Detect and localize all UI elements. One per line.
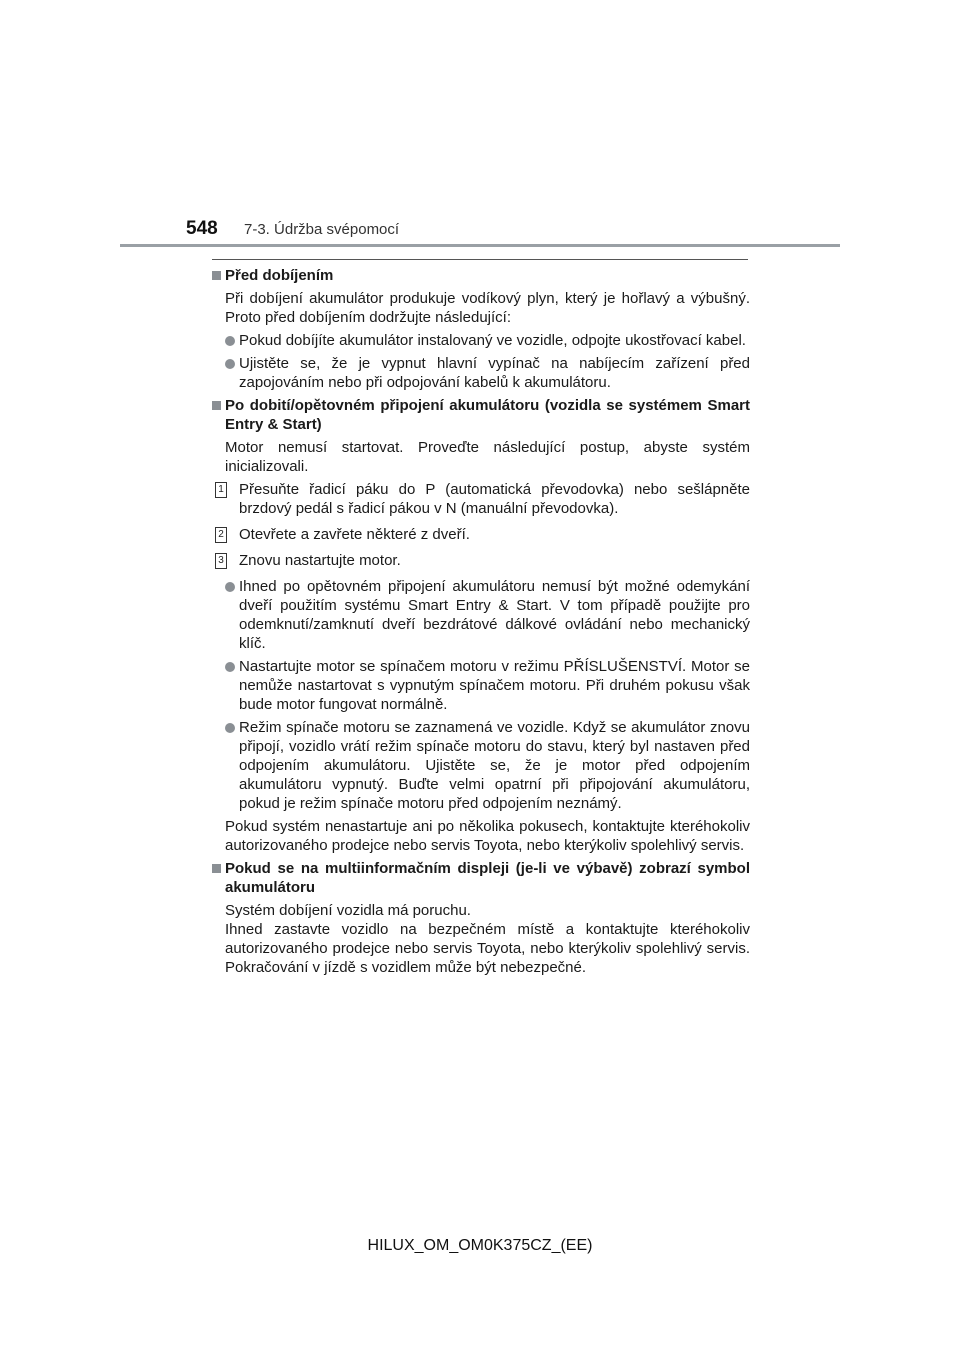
bullet-text: Ujistěte se, že je vypnut hlavní vypínač na nabíjecím zařízení před zapojováním nebo při odpojování kabelů k akumulátoru. [239,355,750,391]
bullet-item [212,718,750,813]
paragraph: Ihned zastavte vozidlo na bezpečném místě a kontaktujte kteréhokoliv autorizovaného prodejce nebo servis Toyota, nebo kterýkoliv spolehlivý servis. Pokračování v jízdě s vozidlem může být nebezpečné. [225,921,750,976]
circle-bullet-icon [225,582,235,592]
bullet-item [212,354,750,392]
step-text: Znovu nastartujte motor. [239,552,401,569]
step-text: Přesuňte řadicí páku do P (automatická převodovka) nebo sešlápněte brzdový pedál s řadicí pákou v N (manuální převodovka). [239,481,750,517]
circle-bullet-icon [225,359,235,369]
page-content [212,266,750,981]
step-number: 1 [215,482,227,498]
paragraph: Motor nemusí startovat. Proveďte následující postup, abyste systém inicializovali. [225,439,750,475]
section-title: 7-3. Údržba svépomocí [244,221,400,238]
content-divider [212,259,748,260]
square-bullet-icon [212,864,221,873]
subsection-heading [212,396,750,434]
bullet-text: Nastartujte motor se spínačem motoru v režimu PŘÍSLUŠENSTVÍ. Motor se nemůže nastartovat s vypnutým spínačem motoru. Při druhém pokusu však bude motor fungovat normálně. [239,658,750,713]
bullet-item [212,331,750,350]
square-bullet-icon [212,401,221,410]
circle-bullet-icon [225,336,235,346]
paragraph: Systém dobíjení vozidla má poruchu. [225,902,471,919]
step-item [212,480,750,518]
page-number: 548 [186,218,218,239]
subsection-heading [212,266,750,285]
circle-bullet-icon [225,723,235,733]
bullet-text: Režim spínače motoru se zaznamená ve vozidle. Když se akumulátor znovu připojí, vozidlo vrátí režim spínače motoru do stavu, který byl nastaven před odpojením akumulátoru. Ujistěte se, že je motor před odpojením akumulátoru vypnutý. Buďte velmi opatrní při připojování akumulátoru, pokud je režim spínače motoru před odpojením neznámý. [239,719,750,812]
step-number: 2 [215,527,227,543]
subsection-heading [212,859,750,897]
bullet-item [212,657,750,714]
subsection-title: Pokud se na multiinformačním displeji (je-li ve výbavě) zobrazí symbol akumulátoru [225,860,750,896]
paragraph: Pokud systém nenastartuje ani po několika pokusech, kontaktujte kteréhokoliv autorizovaného prodejce nebo servis Toyota, nebo kterýkoliv spolehlivý servis. [225,818,750,854]
circle-bullet-icon [225,662,235,672]
subsection-title: Před dobíjením [225,267,334,284]
page-header [0,0,960,260]
document-code: HILUX_OM_OM0K375CZ_(EE) [367,1237,593,1254]
step-item [212,525,750,544]
bullet-text: Pokud dobíjíte akumulátor instalovaný ve vozidle, odpojte ukostřovací kabel. [239,332,746,349]
step-text: Otevřete a zavřete některé z dveří. [239,526,470,543]
step-number: 3 [215,553,227,569]
step-item [212,551,750,570]
subsection-title: Po dobití/opětovném připojení akumulátoru (vozidla se systémem Smart Entry & Start) [225,397,750,433]
bullet-item [212,577,750,653]
header-divider [120,244,840,247]
paragraph: Při dobíjení akumulátor produkuje vodíkový plyn, který je hořlavý a výbušný. Proto před dobíjením dodržujte následující: [225,290,750,326]
bullet-text: Ihned po opětovném připojení akumulátoru nemusí být možné odemykání dveří použitím systému Smart Entry & Start. V tom případě použijte pro odemknutí/zamknutí dveří bezdrátové dálkové ovládání nebo mechanický klíč. [239,578,750,652]
square-bullet-icon [212,271,221,280]
